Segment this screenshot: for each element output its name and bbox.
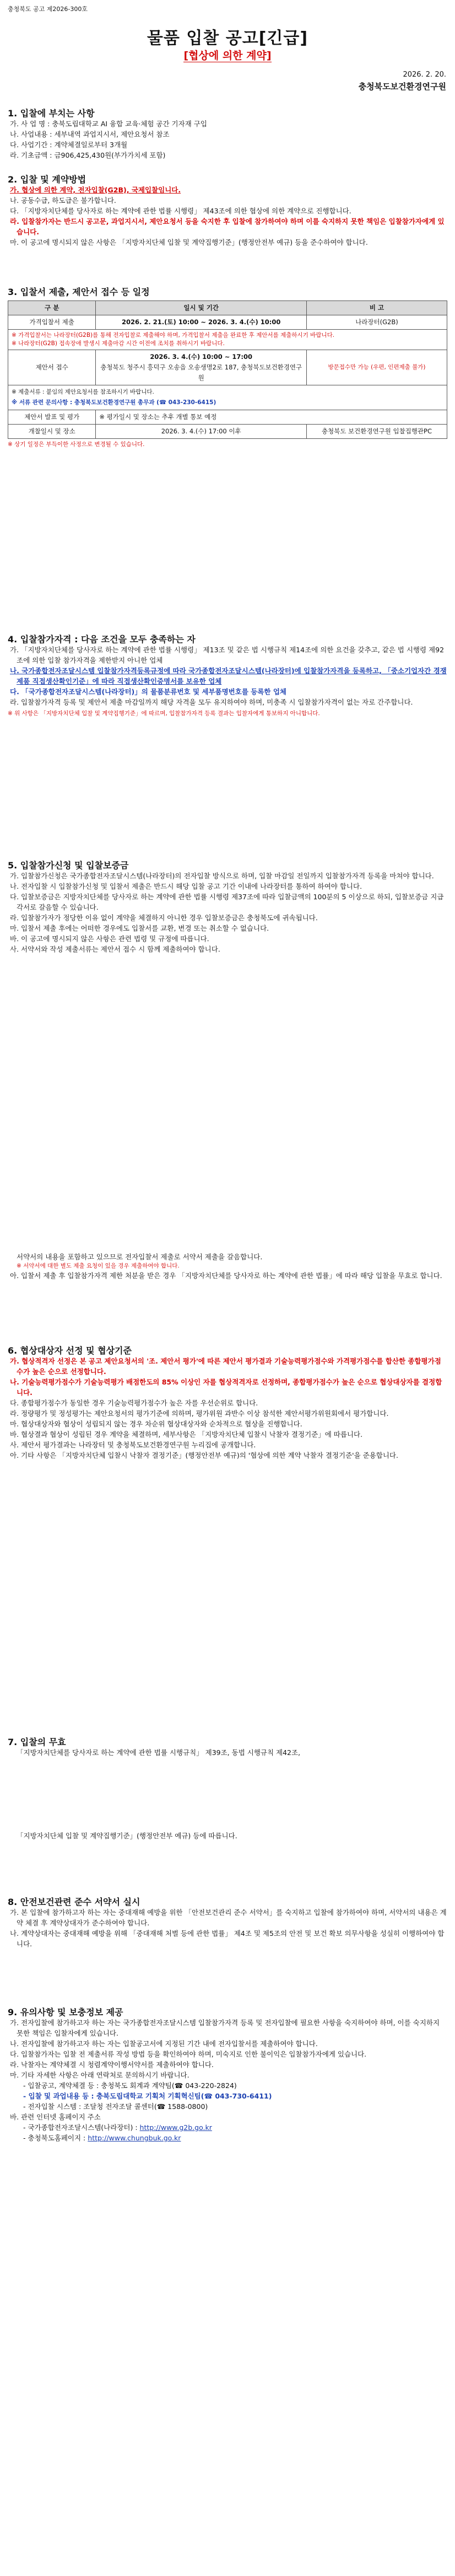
notice-number: 충청북도 공고 제2026-300호 <box>8 6 88 13</box>
s4-item: 라. 입찰참가자격 등록 및 제안서 제출 마감일까지 해당 자격을 모두 유지하여야 하며, 미충족 시 입찰참가자격이 없는 자로 간주합니다. <box>10 698 413 706</box>
site-line <box>8 2133 447 2143</box>
s8-item: 나. 계약상대자는 중대재해 예방을 위해 「중대재해 처벌 등에 관한 법률」 제4조 및 제5조의 안전 및 보건 확보 의무사항을 성실히 이행하여야 합니다. <box>10 1929 445 1948</box>
site-name: - 충청북도홈페이지 : <box>23 2134 86 2142</box>
notice-date: 2026. 2. 20. <box>403 71 446 79</box>
s5-item: 바. 이 공고에 명시되지 않은 사항은 관련 법령 및 규정에 따릅니다. <box>10 935 209 943</box>
table-row <box>8 385 447 410</box>
s9-item: 마. 기타 자세한 사항은 아래 연락처로 문의하시기 바랍니다. <box>10 2071 189 2079</box>
chungbuk-link[interactable]: http://www.chungbuk.go.kr <box>88 2134 181 2142</box>
s4-item: 다. 「국가종합전자조달시스템(나라장터)」의 물품분류번호 및 세부품명번호를 등록한 업체 <box>10 688 286 696</box>
section-5 <box>8 860 447 954</box>
note-line: ※ 서류 관련 문의사항 : 충청북도보건환경연구원 총무과 (☎ 043-230-6415) <box>12 399 216 406</box>
s5-item: 나. 전자입찰 시 입찰참가신청 및 입찰서 제출은 반드시 해당 입찰 공고 기간 이내에 나라장터를 통하여 하여야 합니다. <box>10 882 362 890</box>
row-notes <box>8 330 447 350</box>
s2-item: 라. 입찰참가자는 반드시 공고문, 과업지시서, 제안요청서 등을 숙지한 후 입찰에 참가하여야 하며 이를 숙지하지 못한 책임은 입찰참가자에게 있습니다. <box>10 217 445 236</box>
section-3-title: 3. 입찰서 제출, 제안서 접수 등 일정 <box>8 287 150 297</box>
s5-item: 사. 서약서와 작성 제출서류는 제안서 접수 시 함께 제출하여야 합니다. <box>10 945 220 953</box>
row-place: 충청북도 청주시 흥덕구 오송읍 오송생명2로 187, 충청북도보건환경연구원 <box>100 363 302 382</box>
issuing-organization: 충청북도보건환경연구원 <box>358 82 446 92</box>
table-row <box>8 330 447 350</box>
section-3 <box>8 287 447 449</box>
s6-item: 라. 정량평가 및 정성평가는 제안요청서의 평가기준에 의하며, 평가위원 과반수 이상 참석한 제안서평가위원회에서 평가합니다. <box>10 1409 389 1418</box>
s2-item: 다. 「지방자치단체를 당사자로 하는 계약에 관한 법률 시행령」 제43조에 의한 협상에 의한 계약으로 진행합니다. <box>10 207 351 215</box>
s8-item: 가. 본 입찰에 참가하고자 하는 자는 중대재해 예방을 위한 「안전보건관리 준수 서약서」를 숙지하고 입찰에 참가하여야 하며, 서약서의 내용은 계약 체결 후 계약상대자가 준수하여야 합니다. <box>10 1908 447 1927</box>
row-period-time: 2026. 3. 4.(수) 10:00 ~ 17:00 <box>150 353 252 361</box>
s9-item: 가. 전자입찰에 참가하고자 하는 자는 국가종합전자조달시스템 입찰참가자격 등록 및 전자입찰에 필요한 사항을 숙지하여야 하며, 이를 숙지하지 못한 책임은 입찰자에게 있습니다. <box>10 2019 440 2037</box>
section-2-title: 2. 입찰 및 계약방법 <box>8 174 86 185</box>
s2-item: 마. 이 공고에 명시되지 않은 사항은 「지방자치단체 입찰 및 계약집행기준」(행정안전부 예규) 등을 준수하여야 합니다. <box>10 238 368 246</box>
s6-item: 마. 협상대상자와 협상이 성립되지 않는 경우 차순위 협상대상자와 순차적으로 협상을 진행합니다. <box>10 1420 302 1428</box>
s4-item: 나. 국가종합전자조달시스템 입찰참가자격등록규정에 따라 국가종합전자조달시스템(나라장터)에 입찰참가자격을 등록하고, 「중소기업자간 경쟁제품 직접생산확인기준」에 따라 직접생산확인증명서를 보유한 업체 <box>10 667 447 685</box>
table-row <box>8 410 447 425</box>
row-period <box>96 350 307 385</box>
section-9-title: 9. 유의사항 및 보충정보 제공 <box>8 2007 123 2017</box>
g2b-link[interactable]: http://www.g2b.go.kr <box>139 2123 212 2132</box>
table-header-cell: 일시 및 기간 <box>96 301 307 315</box>
s5-item: 가. 입찰참가신청은 국가종합전자조달시스템(나라장터)의 전자입찰 방식으로 하며, 입찰 마감일 전일까지 입찰참가자격 등록을 마쳐야 합니다. <box>10 872 434 880</box>
row-notes <box>8 385 447 410</box>
row-label: 가격입찰서 제출 <box>8 315 96 330</box>
s5-tail-line: 아. 입찰서 제출 후 입찰참가자격 제한 처분을 받은 경우 「지방자치단체를 당사자로 하는 계약에 관한 법률」에 따라 해당 입찰을 무효로 합니다. <box>10 1271 442 1280</box>
section-1-title: 1. 입찰에 부치는 사항 <box>8 108 95 119</box>
schedule-table <box>8 300 447 439</box>
section-9 <box>8 2007 447 2143</box>
s2-item: 가. 협상에 의한 계약, 전자입찰(G2B), 국제입찰임니다. <box>10 186 181 194</box>
table-header-cell: 구 분 <box>8 301 96 315</box>
table-note: ※ 상기 일정은 부득이한 사정으로 변경될 수 있습니다. <box>8 441 145 448</box>
s7-text: 「지방자치단체를 당사자로 하는 계약에 관한 법률 시행규칙」 제39조, 동법 시행규칙 제42조, <box>17 1748 301 1757</box>
table-header-cell: 비 고 <box>306 301 447 315</box>
table-row <box>8 425 447 439</box>
section-5-title: 5. 입찰참가신청 및 입찰보증금 <box>8 860 129 871</box>
s5-item: 라. 입찰참가자가 정당한 이유 없이 계약을 체결하지 아니한 경우 입찰보증금은 충청북도에 귀속됩니다. <box>10 914 318 922</box>
section-7-title: 7. 입찰의 무효 <box>8 1737 66 1747</box>
section-6 <box>8 1345 447 1461</box>
table-header-row <box>8 301 447 315</box>
s5-item: 마. 입찰서 제출 후에는 어떠한 경우에도 입찰서를 교환, 변경 또는 취소할 수 없습니다. <box>10 924 269 932</box>
s1-item: 나. 사업내용 : 세부내역 과업지시서, 제안요청서 참조 <box>10 130 170 138</box>
contact-line: - 전자입찰 시스템 : 조달청 전자조달 콜센터(☎ 1588-0800) <box>23 2102 208 2111</box>
s4-item: 가. 「지방자치단체를 당사자로 하는 계약에 관한 법률 시행령」 제13조 및 같은 법 시행규칙 제14조에 의한 요건을 갖추고, 같은 법 시행령 제92조에 의한 입찰 참가자격을 제한받지 아니한 업체 <box>10 646 445 664</box>
site-line <box>8 2122 447 2133</box>
s6-item: 다. 종합평가점수가 동일한 경우 기술능력평가점수가 높은 자를 우선순위로 합니다. <box>10 1399 258 1407</box>
section-8-title: 8. 안전보건관련 준수 서약서 실시 <box>8 1897 140 1907</box>
note-line: ※ 제출서류 : 붙임의 제안요청서를 참조하시기 바랍니다. <box>12 389 154 395</box>
s6-item: 가. 협상적격자 선정은 본 공고 제안요청서의 '조. 제안서 평가'에 따른 제안서 평가결과 기술능력평가점수와 가격평가점수를 합산한 종합평가점수가 높은 순으로 선정합니다. <box>10 1357 441 1376</box>
s9-sites-label: 바. 관련 인터넷 홈페이지 주소 <box>10 2113 101 2121</box>
s9-item: 나. 전자입찰에 참가하고자 하는 자는 입찰공고서에 지정된 기간 내에 전자입찰서를 제출하여야 합니다. <box>10 2040 318 2048</box>
site-name: - 국가종합전자조달시스템(나라장터) : <box>23 2123 138 2132</box>
row-label: 개찰일시 및 장소 <box>8 425 96 439</box>
section-4-title: 4. 입찰참가자격 : 다음 조건을 모두 충족하는 자 <box>8 634 196 645</box>
section-6-title: 6. 협상대상자 선정 및 협상기준 <box>8 1345 132 1356</box>
row-remark: 충청북도 보건환경연구원 입찰집행관PC <box>306 425 447 439</box>
section-1 <box>8 108 447 160</box>
section-8 <box>8 1897 447 1949</box>
s9-item: 다. 입찰참가자는 입찰 전 제출서류 작성 방법 등을 확인하여야 하며, 미숙지로 인한 불이익은 입찰참가자에게 있습니다. <box>10 2050 367 2058</box>
s7-text-2: 「지방자치단체 입찰 및 계약집행기준」(행정안전부 예규) 등에 따릅니다. <box>17 1832 237 1840</box>
note-line: ※ 나라장터(G2B) 접속장애 발생시 제출마감 시간 이전에 조치를 취하시기 바랍니다. <box>12 340 225 347</box>
row-label: 제안서 발표 및 평가 <box>8 410 96 425</box>
s5-tail-line: 서약서의 내용을 포함하고 있으므로 전자입찰서 제출로 서약서 제출을 갈음합니다. <box>17 1253 263 1261</box>
table-row <box>8 315 447 330</box>
s1-item: 다. 사업기간 : 계약체결일로부터 3개월 <box>10 141 128 149</box>
row-value: ※ 평가일시 및 장소는 추후 개별 통보 예정 <box>96 410 447 425</box>
row-value: 2026. 3. 4.(수) 17:00 이후 <box>96 425 307 439</box>
section-4 <box>8 634 447 718</box>
row-label: 제안서 접수 <box>8 350 96 385</box>
s6-item: 사. 제안서 평가결과는 나라장터 및 충청북도보건환경연구원 누리집에 공개합니다. <box>10 1441 256 1449</box>
page-subtitle <box>0 47 455 62</box>
section-7 <box>8 1737 447 1758</box>
contact-line: - 입찰 및 과업내용 등 : 충북도립대학교 기획처 기획혁신팀(☎ 043-730-6411) <box>23 2092 272 2100</box>
row-remark: 방문접수만 가능 (우편, 인편제출 불가) <box>306 350 447 385</box>
subtitle-text: [협상에 의한 계약] <box>183 50 272 62</box>
s1-item: 라. 기초금액 : 금906,425,430원(부가가치세 포함) <box>10 151 166 159</box>
row-remark: 나라장터(G2B) <box>306 315 447 330</box>
s1-item: 가. 사 업 명 : 충북도립대학교 AI 융합 교육·체험 공간 기자재 구입 <box>10 120 207 128</box>
section-5-continued <box>8 1252 447 1281</box>
s5-item: 다. 입찰보증금은 지방자치단체를 당사자로 하는 계약에 관한 법률 시행령 제37조에 따라 입찰금액의 100분의 5 이상으로 하되, 입찰보증금 지급각서로 갈음할 수 있습니다. <box>10 893 444 911</box>
section-7-continued <box>8 1831 447 1841</box>
row-period: 2026. 2. 21.(토) 10:00 ~ 2026. 3. 4.(수) 10:00 <box>96 315 307 330</box>
note-line: ※ 가격입찰서는 나라장터(G2B)를 통해 전자입찰로 제출해야 하며, 가격입찰서 제출을 완료한 후 제안서를 제출하시기 바랍니다. <box>12 332 335 339</box>
s6-item: 나. 기술능력평가점수가 기술능력평가 배점한도의 85% 이상인 자를 협상적격자로 선정하며, 종합평가점수가 높은 순으로 협상대상자를 결정합니다. <box>10 1378 442 1397</box>
s5-tail-note: ※ 서약서에 대한 별도 제출 요청이 있을 경우 제출하여야 합니다. <box>17 1263 180 1269</box>
table-row <box>8 350 447 385</box>
s6-item: 아. 기타 사항은 「지방자치단체 입찰시 낙찰자 결정기준」(행정안전부 예규)의 '협상에 의한 계약 낙찰자 결정기준'을 준용합니다. <box>10 1451 398 1459</box>
s2-item: 나. 공동수급, 하도급은 불가합니다. <box>10 196 116 205</box>
s4-note: ※ 위 사항은 「지방자치단체 입찰 및 계약집행기준」에 따르며, 입찰참가자격 등록 결과는 입찰자에게 통보하지 아니합니다. <box>8 710 320 717</box>
s9-item: 라. 낙찰자는 계약체결 시 청렴계약이행서약서를 제출하여야 합니다. <box>10 2060 214 2069</box>
page-title: 물품 입찰 공고[긴급] <box>147 29 308 48</box>
section-2 <box>8 174 447 248</box>
s6-item: 바. 협상결과 협상이 성립된 경우 계약을 체결하며, 세부사항은 「지방자치단체 입찰시 낙찰자 결정기준」에 따릅니다. <box>10 1430 363 1439</box>
contact-line: - 입찰공고, 계약체결 등 : 충청북도 회계과 계약팀(☎ 043-220-2824) <box>23 2081 237 2090</box>
